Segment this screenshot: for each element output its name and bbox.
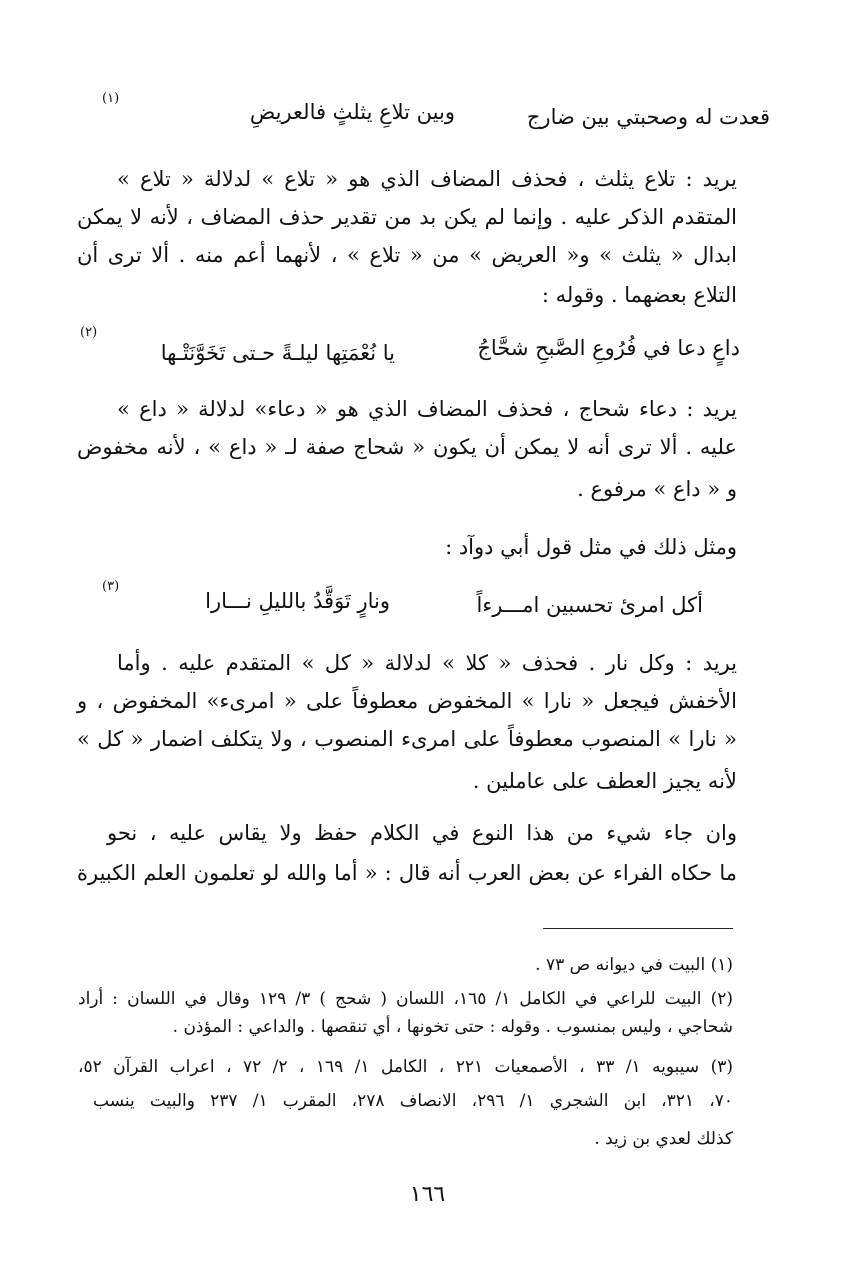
paragraph-4-line-2: ما حكاه الفراء عن بعض العرب أنه قال : « أما والله لو تعلمون العلم الكبيرة — [77, 861, 737, 885]
footnote-2-line-2: شحاجي ، وليس بمنسوب . وقوله : حتى تخونها ، أي تنقصها . والداعي : المؤذن . — [172, 1017, 733, 1037]
footnote-marker-2: (٢) — [80, 325, 98, 340]
verse-3-intro: ومثل ذلك في مثل قول أبي دوآد : — [445, 535, 737, 559]
paragraph-3-line-4: لأنه يجيز العطف على عاملين . — [472, 769, 737, 793]
verse-3-first-hemistich: أكل امرئ تحسبين امـــرءاً — [476, 593, 703, 617]
verse-1-second-hemistich: وبين تلاعِ يثلثٍ فالعريضِ — [249, 100, 455, 124]
verse-2-first-hemistich: يا نُعْمَتِها ليلـةً حـتى تَخَوَّنَتْـها — [160, 341, 395, 365]
footnote-3-line-2: ٧٠، ٣٢١، ابن الشجري ١/ ٢٩٦، الانصاف ٢٧٨، المقرب ١/ ٢٣٧ والبيت ينسب — [93, 1091, 734, 1111]
paragraph-2-line-2: عليه . ألا ترى أنه لا يمكن أن يكون « شحاج صفة لـ « داع » ، لأنه مخفوض — [77, 435, 737, 459]
footnote-separator — [543, 928, 733, 929]
paragraph-1-line-2: المتقدم الذكر عليه . وإنما لم يكن بد من تقدير حذف المضاف ، لأنه لا يمكن — [77, 205, 737, 229]
verse-1-first-hemistich: قعدت له وصحبتي بين ضارج — [526, 105, 770, 129]
footnote-3-line-3: كذلك لعدي بن زيد . — [594, 1129, 733, 1149]
page-number: ١٦٦ — [409, 1182, 446, 1207]
footnote-marker-3: (٣) — [102, 579, 120, 594]
paragraph-2-line-1: يريد : دعاء شحاج ، فحذف المضاف الذي هو « دعاء» لدلالة « داع » — [117, 397, 737, 421]
paragraph-4-line-1: وان جاء شيء من هذا النوع في الكلام حفظ ولا يقاس عليه ، نحو — [107, 821, 737, 845]
paragraph-1-line-1: يريد : تلاع يثلث ، فحذف المضاف الذي هو « تلاع » لدلالة « تلاع » — [117, 167, 737, 191]
footnote-1: (١) البيت في ديوانه ص ٧٣ . — [535, 955, 733, 975]
footnote-2-line-1: (٢) البيت للراعي في الكامل ١/ ١٦٥، اللسان ( شحج ) ٣/ ١٢٩ وقال في اللسان : أراد — [78, 989, 733, 1009]
paragraph-1-line-4: التلاع بعضهما . وقوله : — [541, 283, 737, 307]
footnote-marker-1: (١) — [102, 91, 120, 106]
paragraph-3-line-1: يريد : وكل نار . فحذف « كلا » لدلالة « كل » المتقدم عليه . وأما — [117, 651, 737, 675]
footnote-3-line-1: (٣) سيبويه ١/ ٣٣ ، الأصمعيات ٢٢١ ، الكامل ١/ ١٦٩ ، ٢/ ٧٢ ، اعراب القرآن ٥٢، — [78, 1057, 733, 1077]
paragraph-3-line-3: « نارا » المنصوب معطوفاً على امرىء المنصوب ، ولا يتكلف اضمار « كل » — [77, 727, 737, 751]
paragraph-3-line-2: الأخفش فيجعل « نارا » المخفوض معطوفاً على « امرىء» المخفوض ، و — [77, 689, 737, 713]
verse-3-second-hemistich: ونارٍ تَوَقَّدُ بالليلِ نـــارا — [205, 589, 390, 613]
paragraph-2-line-3: و « داع » مرفوع . — [577, 477, 737, 501]
paragraph-1-line-3: ابدال « يثلث » و« العريض » من « تلاع » ، لأنهما أعم منه . ألا ترى أن — [77, 243, 737, 267]
verse-2-second-hemistich: داعٍ دعا في فُرُوعِ الصَّبحِ شحَّاجُ — [477, 336, 740, 360]
